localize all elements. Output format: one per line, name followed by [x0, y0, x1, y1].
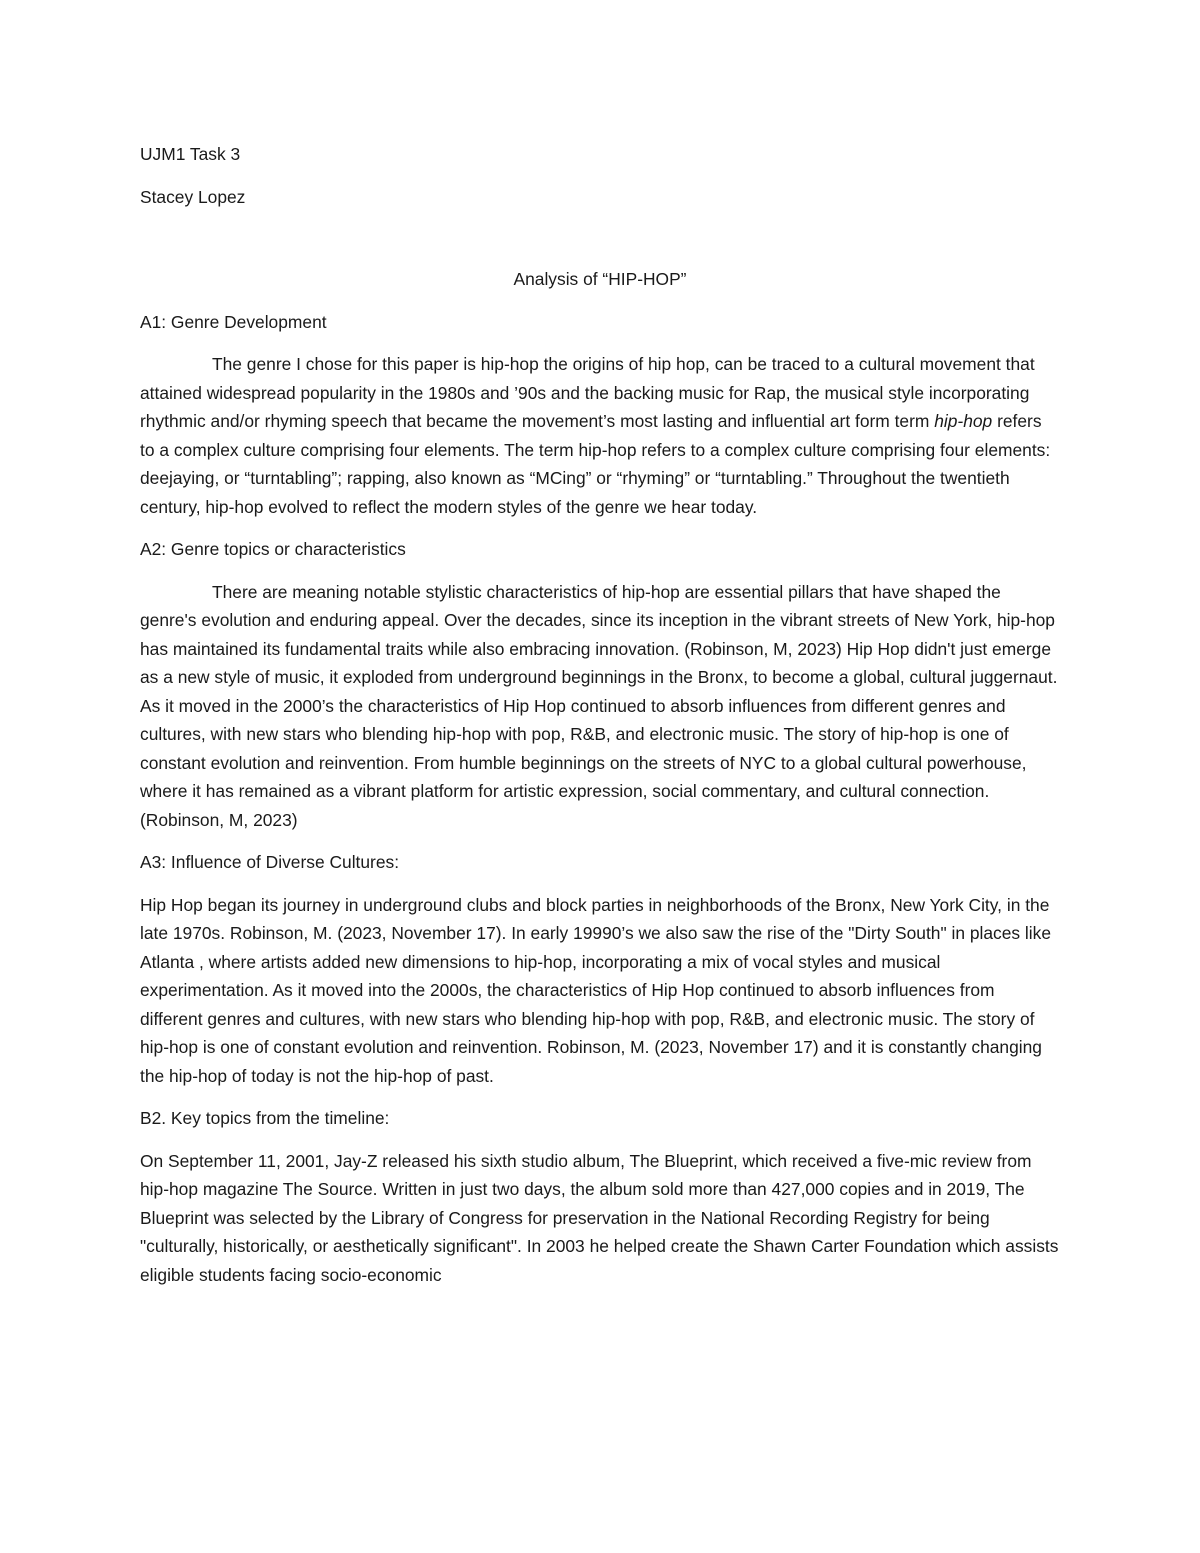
author-name: Stacey Lopez	[140, 186, 246, 207]
section-heading-a2: A2: Genre topics or characteristics	[140, 539, 406, 559]
document-page	[140, 140, 1060, 1303]
section-body-a2: There are meaning notable stylistic characteristics of hip-hop are essential pillars that have shaped the genre's evolution and enduring appeal. Over the decades, since its inception in the vibrant streets of New York, hip-hop has maintained its fundamental traits while also embracing innovation. (Robinson, M, 2023) Hip Hop didn't just emerge as a new style of music, it exploded from underground beginnings in the Bronx, to become a global, cultural juggernaut. As it moved in the 2000’s the characteristics of Hip Hop continued to absorb influences from different genres and cultures, with new stars who blending hip-hop with pop, R&B, and electronic music. The story of hip-hop is one of constant evolution and reinvention. From humble beginnings on the streets of NYC to a global cultural powerhouse, where it has remained as a vibrant platform for artistic expression, social commentary, and cultural connection. (Robinson, M, 2023)	[140, 581, 1058, 830]
section-heading-b2: B2. Key topics from the timeline:	[140, 1108, 390, 1128]
body-text: refers to a complex culture comprising four elements. The term hip-hop refers to a complex culture comprising four elements: deejaying, or “turntabling”; rapping, also known as “MCing” or “rhyming” or “turntabling.” Throughout the twentieth century, hip-hop evolved to reflect the modern styles of the genre we hear today.	[140, 411, 1051, 517]
body-text: The genre I chose for this paper is hip-hop the origins of hip hop, can be traced to a cultural movement that attained widespread popularity in the 1980s and ’90s and the backing music for Rap, the musical style incorporating rhythmic and/or rhyming speech that became the movement’s most lasting and influential art form term	[140, 354, 1035, 431]
section-body-b2: On September 11, 2001, Jay-Z released his sixth studio album, The Blueprint, which received a five-mic review from hip-hop magazine The Source. Written in just two days, the album sold more than 427,000 copies and in 2019, The Blueprint was selected by the Library of Congress for preservation in the National Recording Registry for being "culturally, historically, or aesthetically significant". In 2003 he helped create the Shawn Carter Foundation which assists eligible students facing socio-economic	[140, 1150, 1059, 1285]
section-heading-a1: A1: Genre Development	[140, 311, 327, 332]
section-body-a1	[140, 350, 1060, 521]
paper-title: Analysis of “HIP-HOP”	[513, 269, 687, 289]
italic-term: hip-hop	[934, 411, 993, 431]
spacer	[140, 211, 1060, 265]
section-heading-a3: A3: Influence of Diverse Cultures:	[140, 852, 400, 872]
course-title: UJM1 Task 3	[140, 144, 241, 164]
section-body-a3: Hip Hop began its journey in underground clubs and block parties in neighborhoods of the Bronx, New York City, in the late 1970s. Robinson, M. (2023, November 17). In early 19990’s we also saw the rise of the "Dirty South" in places like Atlanta , where artists added new dimensions to hip-hop, incorporating a mix of vocal styles and musical experimentation. As it moved into the 2000s, the characteristics of Hip Hop continued to absorb influences from different genres and cultures, with new stars who blending hip-hop with pop, R&B, and electronic music. The story of hip-hop is one of constant evolution and reinvention. Robinson, M. (2023, November 17) and it is constantly changing the hip-hop of today is not the hip-hop of past.	[140, 894, 1052, 1086]
